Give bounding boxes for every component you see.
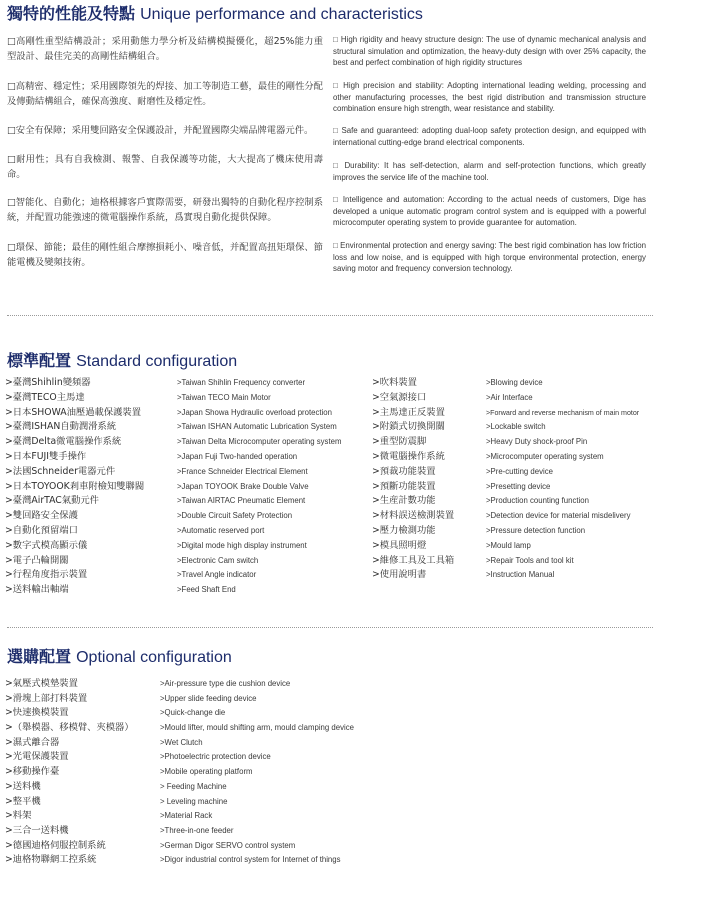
standard-item-zh: >數字式模高顯示儀 (5, 539, 88, 551)
standard-item-en: >France Schneider Electrical Element (177, 466, 308, 476)
optional-item-en: >Material Rack (160, 811, 213, 821)
optional-item-zh: >濕式離合器 (5, 736, 60, 748)
standard-item-en: >Taiwan ISHAN Automatic Lubrication System (177, 422, 337, 432)
section-divider (7, 315, 653, 316)
optional-item-zh: >快速換模裝置 (5, 707, 69, 719)
optional-item-en: >Digor industrial control system for Internet of things (160, 855, 341, 865)
standard-item-en: >Double Circuit Safety Protection (177, 511, 293, 521)
standard-title-zh: 標準配置 (7, 351, 72, 370)
standard-item-en: >Taiwan Delta Microcomputer operating system (177, 437, 342, 447)
standard-item-en: >Japan Fuji Two-handed operation (177, 451, 298, 461)
standard-item-zh: >臺灣AirTAC氣動元件 (5, 495, 99, 507)
optional-list-zh (5, 677, 155, 868)
standard-item-en: >Taiwan TECO Main Motor (177, 392, 271, 402)
standard-item-en: >Lockable switch (486, 422, 546, 432)
performance-item-zh: □環保、節能；最佳的剛性組合摩擦損耗小、噪音低，并配置高扭矩環保、節能電機及變頻技術。 (7, 242, 323, 268)
standard-item-zh: >臺灣Delta微電腦操作系統 (5, 436, 122, 448)
standard-list-right-en (486, 376, 701, 583)
standard-item-zh: >日本SHOWA油壓過載保護裝置 (5, 406, 142, 418)
standard-title-en: Standard configuration (76, 353, 238, 370)
standard-item-en: >Instruction Manual (486, 570, 555, 580)
optional-title-en: Optional configuration (76, 649, 232, 666)
standard-list-left-en (177, 376, 372, 598)
performance-item-zh: □高剛性重型結構設計；采用動態力學分析及結構模擬優化，超25%能力重型設計、最佳完美的高剛性結構組合。 (7, 36, 323, 62)
optional-heading (7, 644, 232, 667)
standard-item-en: >Pre-cutting device (486, 466, 553, 476)
standard-item-en: >Mould lamp (486, 540, 531, 550)
optional-item-zh: >移動操作臺 (5, 766, 60, 778)
performance-item-en: □ Environmental protection and energy saving: The best rigid combination has low friction loss and low noise, and is equipped with high torque environmental protection, energy saving motor and frequency conversion technology. (333, 241, 646, 273)
standard-item-zh: >雙回路安全保護 (5, 510, 78, 522)
standard-item-zh: >主馬達正反裝置 (372, 406, 445, 418)
performance-item-zh: □高精密、穩定性；采用國際領先的焊接、加工等制造工藝，最佳的剛性分配及傳動結構組合，確保高強度、耐磨性及穩定性。 (7, 81, 323, 107)
standard-item-zh: >吹料裝置 (372, 377, 417, 388)
optional-title-zh: 選購配置 (7, 647, 72, 666)
standard-item-zh: >電子凸輪開關 (5, 554, 69, 566)
optional-item-zh: >光電保護裝置 (5, 751, 69, 763)
optional-item-zh: >（舉模器、移模臂、夾模器） (5, 722, 134, 734)
standard-item-en: >Japan Showa Hydraulic overload protection (177, 407, 332, 417)
optional-item-en: > Feeding Machine (160, 781, 227, 791)
standard-item-en: >Production counting function (486, 496, 589, 506)
standard-item-en: >Presetting device (486, 481, 551, 491)
standard-item-en: >Microcomputer operating system (486, 451, 604, 461)
standard-item-zh: >送料輸出軸端 (5, 584, 69, 596)
standard-item-zh: >附鎖式切換開關 (372, 421, 445, 433)
standard-item-en: >Detection device for material misdelivery (486, 511, 631, 521)
optional-item-en: >Wet Clutch (160, 737, 203, 747)
optional-item-en: >Three-in-one feeder (160, 825, 234, 835)
standard-item-zh: >自動化預留端口 (5, 524, 78, 536)
standard-item-en: >Travel Angle indicator (177, 570, 257, 580)
optional-item-en: >Mobile operating platform (160, 767, 253, 777)
standard-item-en: >Feed Shaft End (177, 585, 236, 595)
standard-item-zh: >臺灣ISHAN自動潤滑系統 (5, 421, 117, 433)
optional-item-zh: >迪格物聯網工控系統 (5, 854, 97, 866)
standard-item-zh: >微電腦操作系統 (372, 450, 445, 462)
optional-item-zh: >三合一送料機 (5, 824, 69, 836)
standard-item-zh: >法國Schneider電器元件 (5, 465, 116, 477)
optional-item-zh: >德國迪格伺服控制系統 (5, 839, 106, 851)
standard-item-zh: >材料誤送檢測裝置 (372, 510, 455, 522)
optional-item-en: >Photoelectric protection device (160, 752, 271, 762)
standard-item-en: >Taiwan Shihlin Frequency converter (177, 378, 306, 387)
standard-item-en: >Digital mode high display instrument (177, 540, 307, 550)
optional-list-en (160, 677, 460, 868)
standard-item-zh: >重型防震脚 (372, 436, 427, 448)
standard-item-zh: >使用說明書 (372, 569, 427, 581)
standard-item-zh: >行程角度指示裝置 (5, 569, 88, 581)
standard-item-en: >Repair Tools and tool kit (486, 555, 574, 565)
standard-item-zh: >臺灣Shihlin變頻器 (5, 377, 91, 388)
section-divider (7, 627, 653, 628)
optional-item-en: >Upper slide feeding device (160, 693, 257, 703)
optional-item-zh: >送料機 (5, 780, 41, 792)
optional-item-en: >Quick-change die (160, 708, 226, 718)
standard-item-en: >Forward and reverse mechanism of main motor (486, 408, 640, 417)
optional-item-en: > Leveling machine (160, 796, 228, 806)
standard-item-zh: >壓力檢測功能 (372, 524, 436, 536)
standard-item-en: >Japan TOYOOK Brake Double Valve (177, 481, 309, 491)
optional-item-en: >Mould lifter, mould shifting arm, mould clamping device (160, 723, 354, 733)
performance-heading (7, 1, 423, 24)
standard-item-en: >Air Interface (486, 392, 533, 402)
performance-item-en: □ High precision and stability: Adopting international leading welding, processing and other manufacturing processes, the best rigid distribution and transmission structure combination ensure high strength, wear resistance and stability. (333, 81, 646, 113)
standard-item-en: >Electronic Cam switch (177, 555, 259, 565)
optional-item-zh: >滑塊上部打料裝置 (5, 692, 88, 704)
standard-item-zh: >日本FUJI雙手操作 (5, 450, 87, 462)
optional-item-zh: >整平機 (5, 795, 41, 807)
standard-item-en: >Pressure detection function (486, 525, 586, 535)
standard-item-zh: >預裁功能裝置 (372, 465, 436, 477)
performance-item-zh: □安全有保障；采用雙回路安全保護設計，并配置國際尖端品牌電器元件。 (7, 125, 314, 136)
performance-item-en: □ Intelligence and automation: According to the actual needs of customers, Dige has developed a unique automatic program control system and is equipped with a powerful microcomputer operating system to provide guarantee for automation. (333, 195, 646, 227)
performance-title-zh: 獨特的性能及特點 (7, 4, 136, 23)
standard-item-en: >Taiwan AIRTAC Pneumatic Element (177, 496, 306, 506)
standard-list-left-zh (5, 376, 175, 598)
performance-item-en: □ Durability: It has self-detection, alarm and self-protection functions, which greatly improves the service life of the machine tool. (333, 161, 646, 182)
optional-item-zh: >料架 (5, 810, 32, 822)
performance-item-zh: □耐用性；具有自我檢測、報警、自我保護等功能，大大提高了機床使用壽命。 (7, 154, 323, 180)
standard-item-en: >Heavy Duty shock-proof Pin (486, 437, 588, 447)
performance-item-en: □ High rigidity and heavy structure design: The use of dynamic mechanical analysis and structural simulation and optimization, the heavy-duty design with over 25% capacity, the best and perfect combination of high rigidity structures (333, 35, 646, 67)
optional-item-zh: >氣壓式模墊裝置 (5, 678, 78, 689)
standard-item-en: >Automatic reserved port (177, 525, 265, 535)
standard-item-en: >Blowing device (486, 378, 543, 387)
standard-item-zh: >臺灣TECO主馬達 (5, 391, 85, 403)
standard-item-zh: >預斷功能裝置 (372, 480, 436, 492)
standard-item-zh: >空氣源接口 (372, 391, 427, 403)
standard-item-zh: >模具照明燈 (372, 539, 427, 551)
standard-list-right-zh (372, 376, 486, 583)
optional-item-en: >German Digor SERVO control system (160, 840, 296, 850)
standard-item-zh: >維修工具及工具箱 (372, 554, 455, 566)
performance-item-zh: □智能化、自動化；迪格根據客戶實際需要，研發出獨特的自動化程序控制系統，并配置功能強速的微電腦操作系統，爲實現自動化提供保障。 (7, 197, 323, 223)
standard-item-zh: >生産計數功能 (372, 495, 436, 507)
optional-item-en: >Air-pressure type die cushion device (160, 679, 291, 688)
standard-item-zh: >日本TOYOOK剎車附檢知雙聯閥 (5, 480, 145, 492)
standard-heading (7, 348, 237, 371)
performance-title-en: Unique performance and characteristics (140, 6, 423, 23)
performance-item-en: □ Safe and guaranteed: adopting dual-loop safety protection design, and equipped with international cutting-edge brand electrical components. (333, 126, 646, 147)
